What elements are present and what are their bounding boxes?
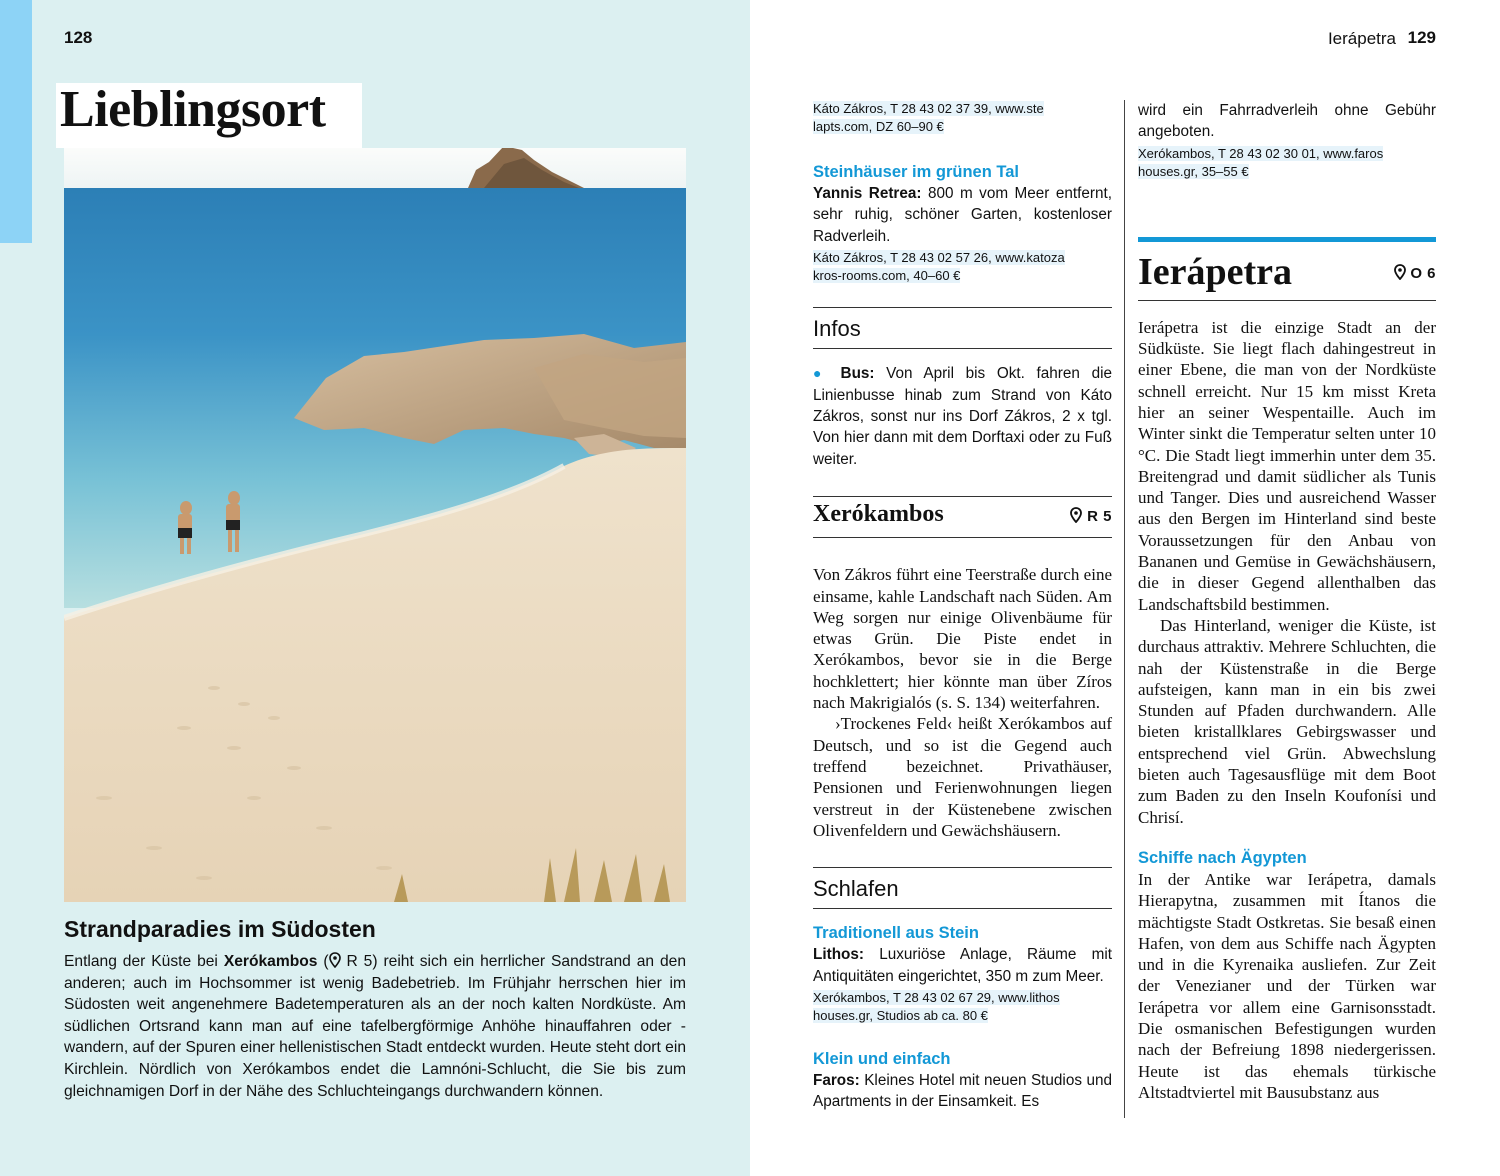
beach-photo xyxy=(64,148,686,902)
hotel-entry-continued: wird ein Fahrradverleih ohne Gebühr angeboten. xyxy=(1138,102,1436,141)
lieblingsort-title: Lieblingsort xyxy=(60,81,326,138)
location-pin-icon xyxy=(1070,507,1082,523)
column-divider xyxy=(1124,100,1125,1118)
bullet-icon: ● xyxy=(813,365,829,382)
page-number-left: 128 xyxy=(64,28,93,47)
address: Xerókambos, T 28 43 02 30 01, www.faros houses.gr, 35–55 € xyxy=(1138,145,1384,179)
feature-text: Entlang der Küste bei Xerókambos ( R 5) reiht sich ein herrlicher Sandstrand an den anderen; auch im Hochsommer ist wenig Badebetrieb. Im Frühjahr herrschen hier im Südosten weit angenehmere Badetemperaturen als an der noch kalten Nordküste. Am südlichen Ortsrand kann man auf eine tafelbergförmige Anhöhe hinauffahren oder -wandern, auf der Spuren einer hellenistischen Stadt entdeckt wurden. Heute steht dort ein Kirchlein. Nördlich von Xerókambos endet die Lamnóni-Schlucht, die Sie bis zum gleichnamigen Dorf in der Nähe des Schluchteingangs durchwandern können. xyxy=(64,953,687,1100)
page-number-right: 129 xyxy=(1407,28,1436,47)
location-pin-icon xyxy=(329,952,341,968)
address: Káto Zákros, T 28 43 02 57 26, www.katoza kros-rooms.com, 40–60 € xyxy=(813,250,1065,284)
category-heading: Klein und einfach xyxy=(813,1049,951,1068)
section-heading-schlafen: Schlafen xyxy=(813,867,1112,909)
xerokambos-paragraph-2: ›Trockenes Feld‹ heißt Xerókambos auf Deutsch, und so ist die Gegend auch treffend bezeichnet. Privathäuser, Pensionen und Ferienwohnungen liegen verstreut in der Küstenebene zwischen Olivenfeldern und Gewächshäusern. xyxy=(813,714,1112,840)
section-heading-infos: Infos xyxy=(813,307,1112,349)
column-1 xyxy=(813,100,1112,1113)
ierapetra-paragraph-3: In der Antike war Ierápetra, damals Hierapytna, zusammen mit Ítanos die mächtigste Stadt Ostkretas. Sie besaß einen Hafen, von dem aus Schiffe nach Ägypten und in die Kyrenaika ausliefen. Zur Zeit der Venezianer und der Türken war Ierápetra vor allem eine Garnisonsstadt. Die osmanischen Befestigungen wurden nach der Befreiung 1898 niedergerissen. Heute ist das ehemals türkische Altstadtviertel mit Bausubstanz aus xyxy=(1138,869,1436,1102)
category-heading: Steinhäuser im grünen Tal xyxy=(813,163,1019,181)
bus-info: ● Bus: Von April bis Okt. fahren die Linienbusse hinab zum Strand von Káto Zákros, sonst nur ins Dorf Zákros, 2 x tgl. Von hier dann mit dem Dorftaxi oder zu Fuß weiter. xyxy=(813,365,1112,468)
running-head: Ierápetra xyxy=(1327,29,1396,48)
map-ref: O 6 xyxy=(1394,264,1436,282)
hotel-entry: Faros: Kleines Hotel mit neuen Studios und Apartments in der Einsamkeit. Es xyxy=(813,1071,1112,1111)
xerokambos-paragraph-1: Von Zákros führt eine Teerstraße durch eine einsame, kahle Landschaft nach Süden. Am Weg sorgen nur einige Olivenbäume für etwas Grün. Die Piste endet in Xerókambos, bevor sie in die Berge hochklettert; hier könnte man über Zíros nach Makrigialós (s. S. 134) weiterfahren. xyxy=(813,565,1112,713)
feature-place: Xerókambos xyxy=(223,953,318,970)
location-pin-icon xyxy=(1394,264,1406,280)
place-heading-ierapetra: Ierápetra O 6 xyxy=(1138,242,1436,301)
category-heading: Traditionell aus Stein xyxy=(813,924,979,943)
hotel-entry: Lithos: Luxuriöse Anlage, Räume mit Antiquitäten eingerichtet, 350 m zum Meer. xyxy=(813,946,1112,985)
feature-title: Strandparadies im Südosten xyxy=(64,916,376,942)
address: Káto Zákros, T 28 43 02 37 39, www.ste lapts.com, DZ 60–90 € xyxy=(813,101,1044,134)
place-heading-xerokambos: Xerókambos R 5 xyxy=(813,496,1112,538)
ierapetra-paragraph-1: Ierápetra ist die einzige Stadt an der Südküste. Sie liegt flach dahingestreut in einer Ebene, die man von der Nordküste schnell erreicht. Nur 15 km misst Kreta hier an seiner Wespentaille. Auch im Winter sinkt die Temperatur selten unter 10 °C. Die Stadt liegt immerhin unter dem 35. Breitengrad und damit südlicher als Tunis und Tanger. Dies und ausreichend Wasser aus den Bergen im Hinterland sind beste Voraussetzungen für den Anbau von Bananen und Gemüse in Gewächshäusern, die in dieser Gegend allenthalben das Landschaftsbild bestimmen. xyxy=(1138,317,1436,614)
column-2 xyxy=(1138,100,1436,1103)
map-ref: R 5 xyxy=(1070,507,1112,525)
subsection-heading: Schiffe nach Ägypten xyxy=(1138,848,1307,867)
chapter-tab xyxy=(0,0,32,243)
address: Xerókambos, T 28 43 02 67 29, www.lithos houses.gr, Studios ab ca. 80 € xyxy=(813,989,1060,1023)
hotel-entry: Yannis Retrea: 800 m vom Meer entfernt, sehr ruhig, schöner Garten, kostenloser Radverleih. xyxy=(813,185,1112,245)
ierapetra-paragraph-2: Das Hinterland, weniger die Küste, ist durchaus attraktiv. Mehrere Schluchten, die nah der Küstenstraße in die Berge aufsteigen, kann man in ein bis zwei Stunden auf Pfaden durchwandern. Alle bieten kristallklares Gebirgswasser und entsprechend viel Grün. Abwechslung bieten auch Tagesausflüge mit dem Boot zum Baden zu den Inseln Koufonísi und Chrisí. xyxy=(1138,615,1436,827)
